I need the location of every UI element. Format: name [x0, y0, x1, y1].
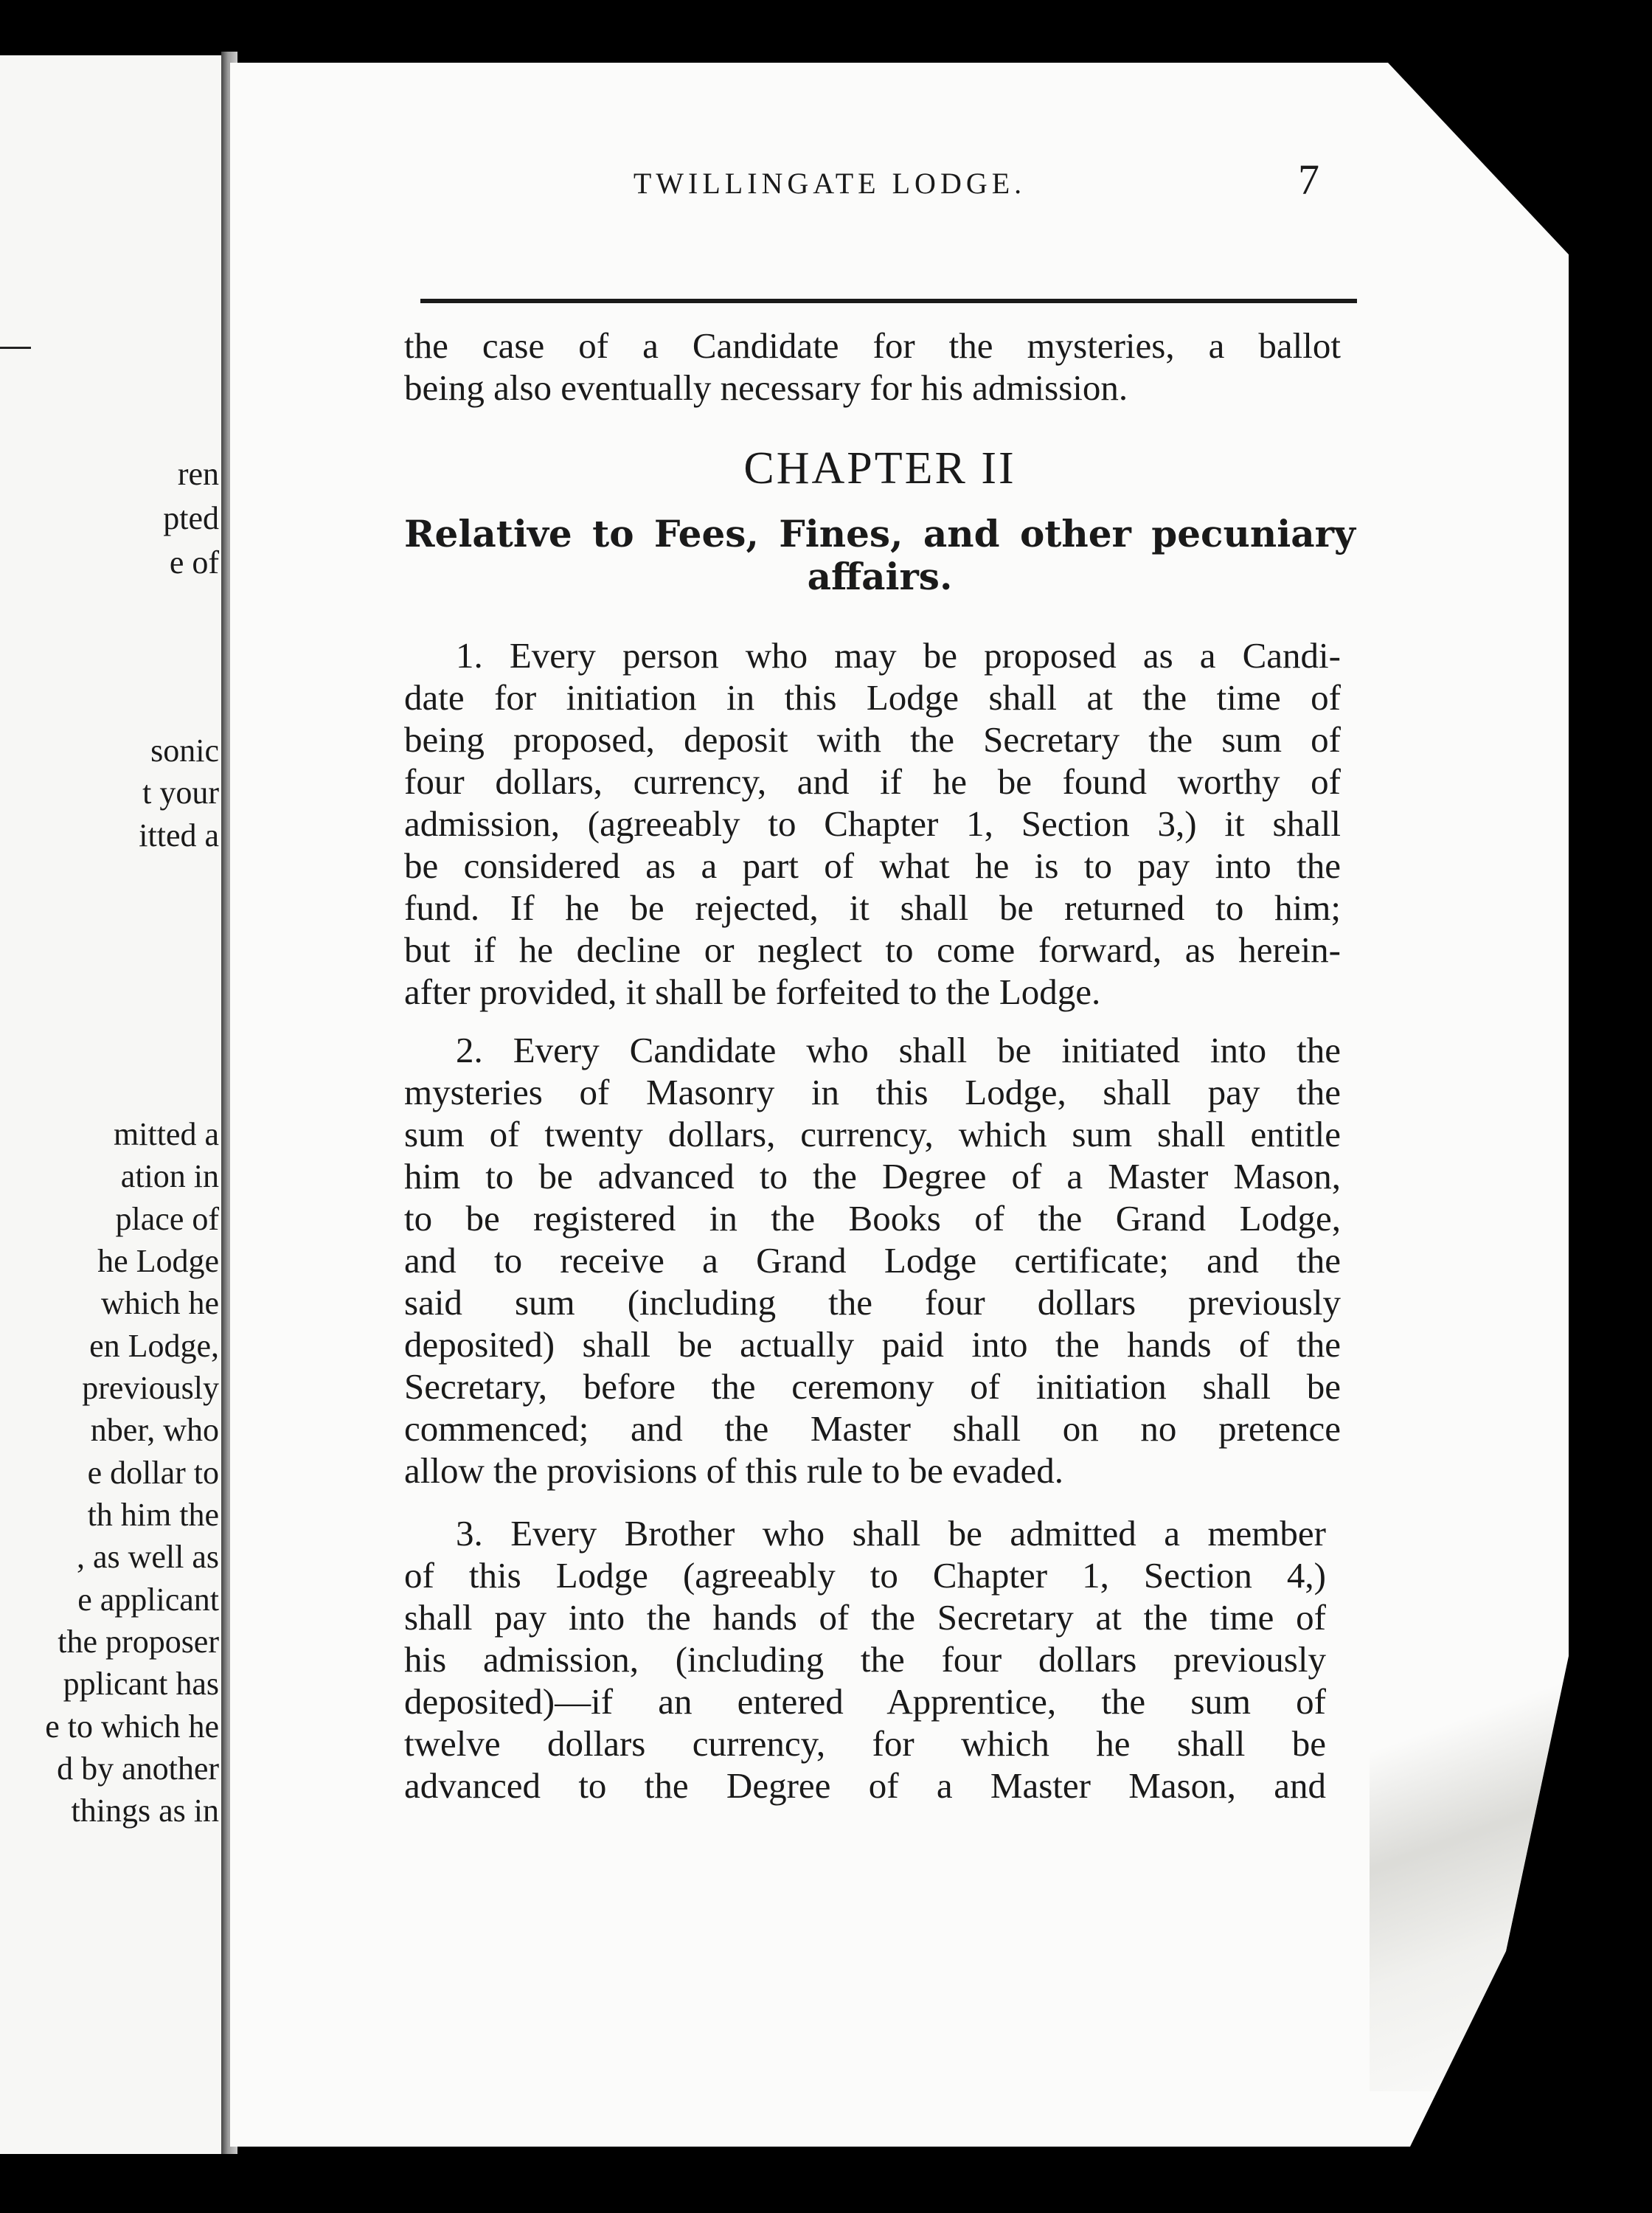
left-fragment: mitted a	[114, 1116, 219, 1152]
section-1	[404, 634, 1341, 1013]
text-line: 2. Every Candidate who shall be initiated into the	[456, 1030, 1341, 1070]
section-2	[404, 1029, 1341, 1492]
text-line: be considered as a part of what he is to pay into the	[404, 845, 1341, 886]
text-line: four dollars, currency, and if he be found worthy of	[404, 761, 1341, 802]
left-fragment: d by another	[57, 1750, 219, 1787]
left-page-rule	[0, 347, 31, 349]
text-line: but if he decline or neglect to come forward, as herein-	[404, 929, 1341, 970]
left-fragment: t your	[142, 775, 219, 811]
text-line: to be registered in the Books of the Grand Lodge,	[404, 1198, 1341, 1239]
text-line: his admission, (including the four dollars previously	[404, 1639, 1326, 1680]
intro-paragraph	[404, 325, 1341, 409]
left-fragment: th him the	[87, 1497, 219, 1533]
left-fragment: e dollar to	[87, 1455, 219, 1491]
text-line: allow the provisions of this rule to be evaded.	[404, 1450, 1064, 1491]
text-line: being also eventually necessary for his admission.	[404, 367, 1128, 408]
header-rule	[420, 299, 1357, 303]
chapter-subtitle	[404, 513, 1356, 598]
section-3	[404, 1512, 1326, 1807]
left-fragment: pplicant has	[63, 1666, 219, 1702]
text-line: said sum (including the four dollars previously	[404, 1282, 1341, 1323]
left-fragment: previously	[82, 1370, 219, 1406]
left-fragment: e to which he	[45, 1708, 219, 1745]
text-line: advanced to the Degree of a Master Mason, and	[404, 1765, 1326, 1806]
subtitle-line: Relative to Fees, Fines, and other pecuniary	[404, 512, 1356, 555]
text-line: commenced; and the Master shall on no pretence	[404, 1408, 1341, 1449]
text-line: and to receive a Grand Lodge certificate; and the	[404, 1240, 1341, 1281]
text-line: deposited) shall be actually paid into the hands of the	[404, 1324, 1341, 1365]
left-facing-page	[0, 55, 234, 2154]
left-fragment: pted	[163, 500, 219, 536]
left-fragment: ren	[177, 456, 219, 492]
chapter-title: CHAPTER II	[743, 443, 1016, 493]
text-line: twelve dollars currency, for which he shall be	[404, 1723, 1326, 1764]
left-fragment: e applicant	[77, 1582, 219, 1618]
text-line: of this Lodge (agreeably to Chapter 1, Section 4,)	[404, 1555, 1326, 1596]
left-fragment: itted a	[139, 817, 219, 853]
text-line: sum of twenty dollars, currency, which sum shall entitle	[404, 1114, 1341, 1154]
left-fragment: things as in	[71, 1793, 219, 1829]
text-line: mysteries of Masonry in this Lodge, shall pay the	[404, 1072, 1341, 1112]
running-head: TWILLINGATE LODGE.	[633, 167, 1027, 200]
page-number: 7	[1298, 156, 1319, 204]
left-fragment: which he	[100, 1285, 219, 1321]
text-line: deposited)—if an entered Apprentice, the sum of	[404, 1681, 1326, 1722]
left-fragment: place of	[115, 1201, 219, 1237]
subtitle-line: affairs.	[807, 555, 953, 598]
left-fragment: he Lodge	[97, 1243, 219, 1279]
text-line: admission, (agreeably to Chapter 1, Section 3,) it shall	[404, 803, 1341, 844]
text-line: date for initiation in this Lodge shall at the time of	[404, 677, 1341, 718]
left-fragment: en Lodge,	[89, 1328, 219, 1364]
text-line: 1. Every person who may be proposed as a Candi-	[456, 635, 1341, 676]
left-fragment: e of	[169, 544, 219, 581]
text-line: shall pay into the hands of the Secretary at the time of	[404, 1597, 1326, 1638]
text-line: 3. Every Brother who shall be admitted a member	[456, 1513, 1326, 1554]
left-fragment: sonic	[150, 733, 219, 769]
text-line: Secretary, before the ceremony of initiation shall be	[404, 1366, 1341, 1407]
text-line: being proposed, deposit with the Secretary the sum of	[404, 719, 1341, 760]
left-fragment: , as well as	[76, 1539, 219, 1575]
text-line: after provided, it shall be forfeited to the Lodge.	[404, 972, 1101, 1012]
left-fragment: ation in	[120, 1158, 219, 1194]
left-fragment: nber, who	[90, 1412, 219, 1448]
text-line: him to be advanced to the Degree of a Master Mason,	[404, 1156, 1341, 1196]
page-corner-fold	[1370, 1575, 1576, 2091]
left-fragment: the proposer	[58, 1624, 219, 1660]
text-line: fund. If he be rejected, it shall be returned to him;	[404, 887, 1341, 928]
text-line: the case of a Candidate for the mysteries, a ballot	[404, 325, 1341, 366]
